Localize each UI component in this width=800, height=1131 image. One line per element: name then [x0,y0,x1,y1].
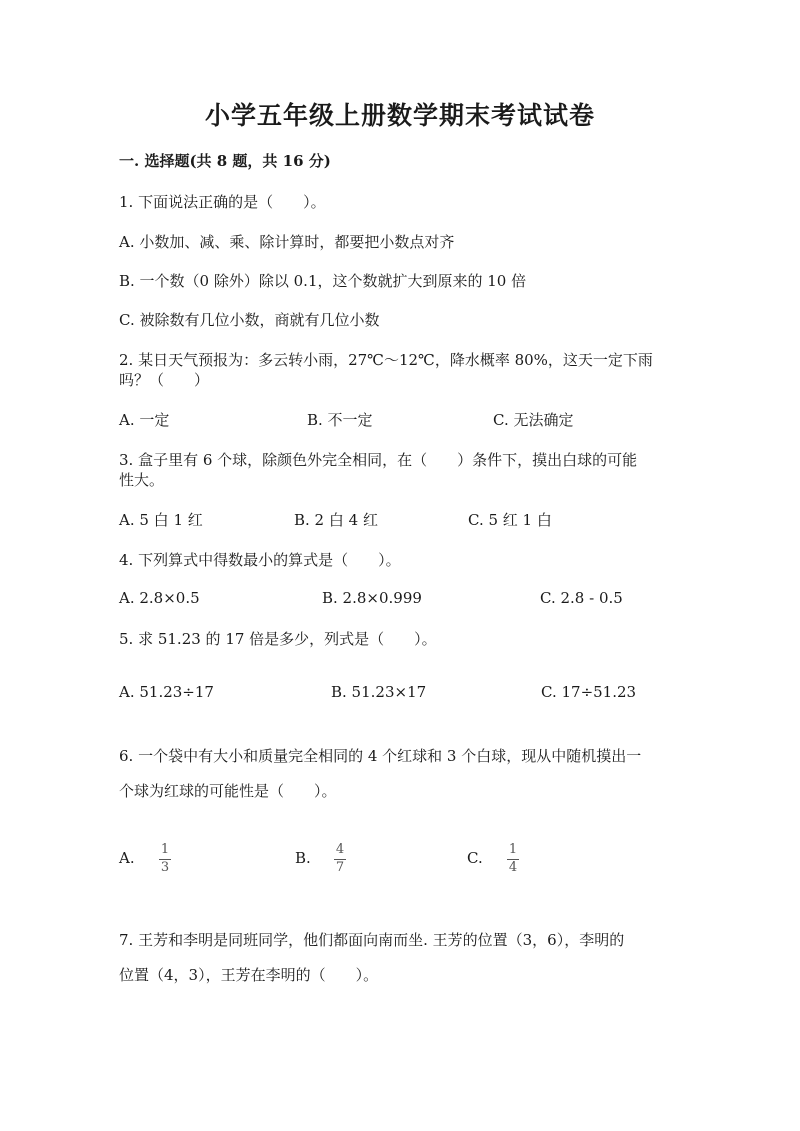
question-1-option-c: C. 被除数有几位小数，商就有几位小数 [119,311,380,329]
question-3-text-line-1: 3. 盒子里有 6 个球，除颜色外完全相同，在（ ）条件下，摸出白球的可能 [119,451,638,469]
question-2-text-line-1: 2. 某日天气预报为：多云转小雨，27℃～12℃，降水概率 80%，这天一定下雨 [119,351,653,369]
question-6-option-c-fraction [507,843,519,875]
question-4-option-a: A. 2.8×0.5 [119,589,200,607]
question-4-text: 4. 下列算式中得数最小的算式是（ ）。 [119,551,401,569]
question-6-option-a-fraction [159,843,171,875]
question-6-option-a-label: A. [119,849,135,867]
question-5-option-b: B. 51.23×17 [331,683,427,701]
question-1-option-a: A. 小数加、减、乘、除计算时，都要把小数点对齐 [119,233,455,251]
question-1-option-b: B. 一个数（0 除外）除以 0.1，这个数就扩大到原来的 10 倍 [119,272,527,290]
question-3-option-a: A. 5 白 1 红 [119,511,203,529]
fraction-denominator: 3 [160,860,170,875]
question-4-option-b: B. 2.8×0.999 [322,589,422,607]
question-2-option-c: C. 无法确定 [493,411,574,429]
fraction-numerator: 1 [508,842,518,857]
question-3-option-b: B. 2 白 4 红 [294,511,378,529]
fraction-numerator: 4 [335,842,345,857]
question-6-option-c-label: C. [467,849,483,867]
fraction-denominator: 7 [335,860,345,875]
question-6-text-line-2: 个球为红球的可能性是（ ）。 [119,782,337,800]
question-6-text-line-1: 6. 一个袋中有大小和质量完全相同的 4 个红球和 3 个白球，现从中随机摸出一 [119,747,642,765]
question-7-text-line-1: 7. 王芳和李明是同班同学，他们都面向南而坐. 王芳的位置（3，6），李明的 [119,931,625,949]
section-heading: 一. 选择题(共 8 题，共 16 分) [119,152,331,170]
question-5-option-a: A. 51.23÷17 [119,683,214,701]
question-2-option-a: A. 一定 [119,411,170,429]
question-3-text-line-2: 性大。 [119,471,165,489]
question-2-text-line-2: 吗？（ ） [119,371,210,389]
question-2-option-b: B. 不一定 [307,411,373,429]
question-6-option-b-label: B. [295,849,311,867]
exam-title: 小学五年级上册数学期末考试试卷 [204,101,595,130]
question-1-text: 1. 下面说法正确的是（ ）。 [119,193,326,211]
fraction-denominator: 4 [508,860,518,875]
question-6-option-b-fraction [334,843,346,875]
question-7-text-line-2: 位置（4，3），王芳在李明的（ ）。 [119,966,379,984]
fraction-numerator: 1 [160,842,170,857]
question-5-text: 5. 求 51.23 的 17 倍是多少，列式是（ ）。 [119,630,437,648]
question-3-option-c: C. 5 红 1 白 [468,511,552,529]
question-4-option-c: C. 2.8 - 0.5 [540,589,623,607]
question-5-option-c: C. 17÷51.23 [541,683,637,701]
